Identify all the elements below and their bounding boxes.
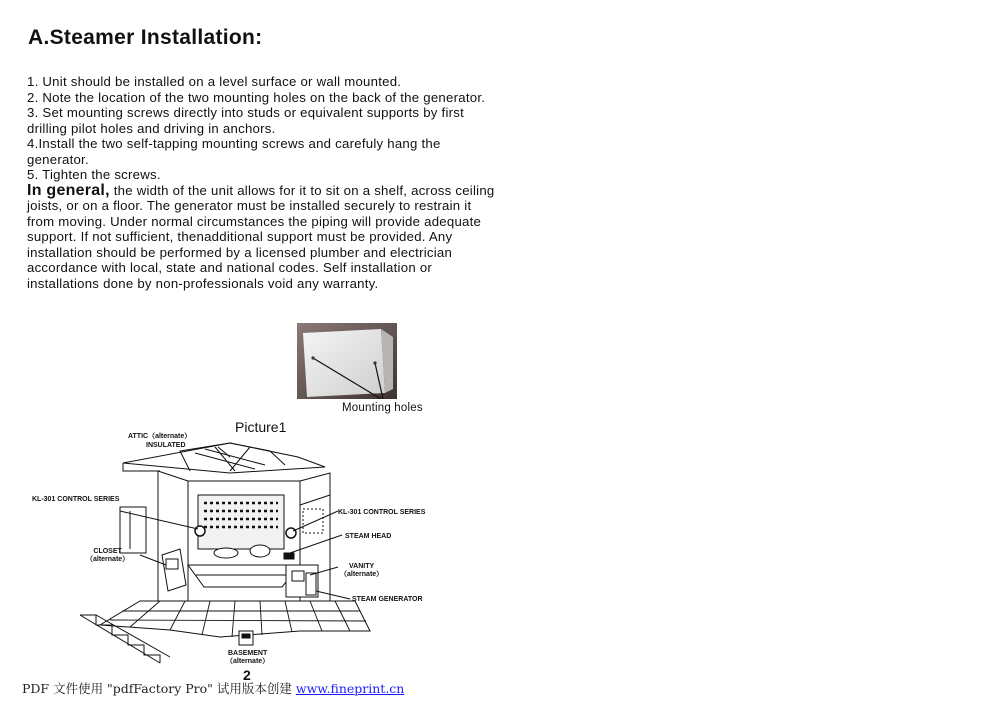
pdf-footer — [22, 679, 404, 697]
step-2: 2. Note the location of the two mounting holes on the back of the generator. — [27, 89, 486, 105]
steam-generator-callout: STEAM GENERATOR — [352, 596, 423, 603]
page-number: 2 — [243, 667, 251, 683]
attic-callout: ATTIC（alternate） — [128, 433, 192, 440]
basement-callout: BASEMENT （alternate） — [226, 650, 270, 665]
vanity-callout: VANITY （alternate） — [340, 563, 384, 578]
footer-text: PDF 文件使用 "pdfFactory Pro" 试用版本创建 — [22, 681, 296, 696]
photo-caption: Mounting holes — [342, 402, 423, 414]
general-lead: In general, — [27, 181, 110, 199]
steam-head-callout: STEAM HEAD — [345, 533, 392, 540]
mounting-holes-photo — [297, 323, 397, 399]
general-text: the width of the unit allows for it to sit on a shelf, across ceiling joists, or on a floor. The generator must be installed securely to restrain it from moving. Under normal circumstances the piping will provide adequate support. If not sufficient, thenadditional support must be provided. Any installation should be performed by a licensed plumber and electrician accordance with local, state and national codes. Self installation or installations done by non-professionals void any warranty. — [27, 182, 495, 291]
general-paragraph — [27, 183, 497, 292]
control-right-callout: KL-301 CONTROL SERIES — [338, 509, 426, 516]
step-3: 3. Set mounting screws directly into studs or equivalent supports by first drilling pilot holes and driving in anchors. — [27, 105, 465, 136]
step-1: 1. Unit should be installed on a level surface or wall mounted. — [27, 74, 402, 89]
page-title: A.Steamer Installation: — [28, 26, 263, 49]
instructions — [27, 74, 497, 291]
control-left-callout: KL-301 CONTROL SERIES — [32, 496, 120, 503]
footer-link[interactable]: www.fineprint.cn — [295, 681, 405, 696]
closet-callout: CLOSET （alternate） — [86, 548, 130, 563]
insulated-callout: INSULATED — [146, 442, 186, 449]
step-4: 4.Install the two self-tapping mounting screws and carefuly hang the generator. — [27, 136, 441, 167]
installation-diagram — [20, 425, 460, 675]
step-5: 5. Tighten the screws. — [27, 167, 161, 182]
picture-label: Picture1 — [235, 419, 287, 435]
